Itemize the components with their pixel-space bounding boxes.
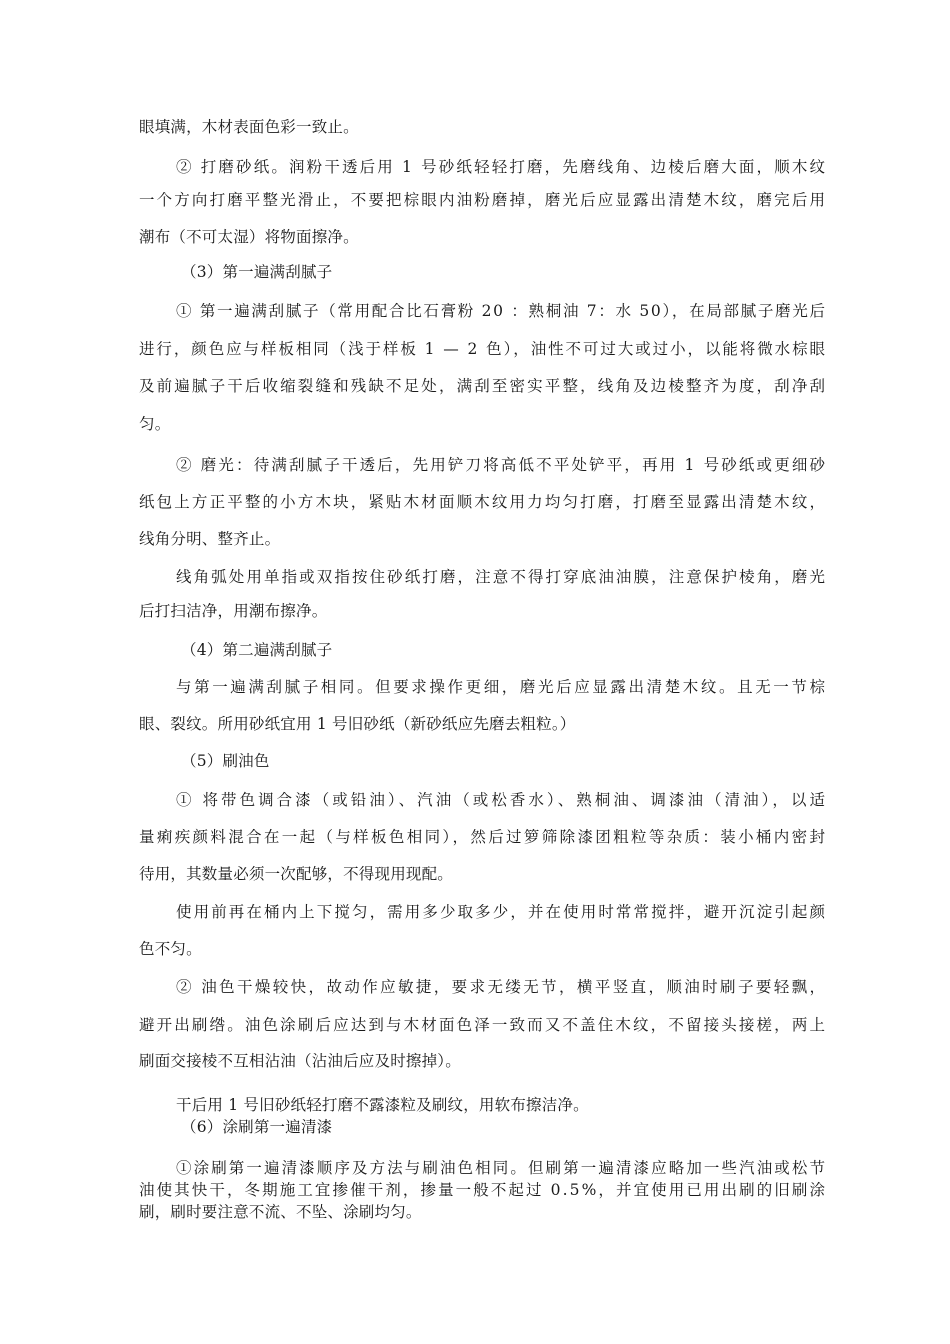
text-line: ② 磨光：待满刮腻子干透后，先用铲刀将高低不平处铲平，再用 1 号砂纸或更细砂 xyxy=(176,456,828,474)
text-line: 色不匀。 xyxy=(139,940,202,958)
text-line: 刷，刷时要注意不流、不坠、涂刷均匀。 xyxy=(139,1203,422,1221)
text-line: 线角分明、整齐止。 xyxy=(139,530,281,548)
text-line: 后打扫洁净，用潮布擦净。 xyxy=(139,602,328,620)
text-line: 眼填满，木材表面色彩一致止。 xyxy=(139,118,359,136)
text-line: 匀。 xyxy=(139,415,171,433)
section-heading: （6）涂刷第一遍清漆 xyxy=(181,1118,333,1136)
text-line: 纸包上方正平整的小方木块，紧贴木材面顺木纹用力均匀打磨，打磨至显露出清楚木纹， xyxy=(139,493,828,511)
text-line: 刷面交接棱不互相沾油（沾油后应及时擦掉）。 xyxy=(139,1052,461,1070)
text-line: 潮布（不可太湿）将物面擦净。 xyxy=(139,228,359,246)
text-line: ① 第一遍满刮腻子（常用配合比石膏粉 20 ：熟桐油 7：水 50），在局部腻子磨光后 xyxy=(176,302,827,320)
section-heading: （3）第一遍满刮腻子 xyxy=(181,263,333,281)
text-line: ② 打磨砂纸。润粉干透后用 1 号砂纸轻轻打磨，先磨线角、边棱后磨大面，顺木纹 xyxy=(176,158,828,176)
text-line: ①涂刷第一遍清漆顺序及方法与刷油色相同。但刷第一遍清漆应略加一些汽油或松节 xyxy=(176,1159,828,1177)
text-line: 量痢疾颜料混合在一起（与样板色相同），然后过箩筛除漆团粗粒等杂质：装小桶内密封 xyxy=(139,828,828,846)
text-line: 线角弧处用单指或双指按住砂纸打磨，注意不得打穿底油油膜，注意保护棱角，磨光 xyxy=(176,568,828,586)
text-line: ② 油色干燥较快，故动作应敏捷，要求无缕无节，横平竖直，顺油时刷子要轻飘， xyxy=(176,978,828,996)
text-line: 使用前再在桶内上下搅匀，需用多少取多少，并在使用时常常搅拌，避开沉淀引起颜 xyxy=(176,903,828,921)
text-line: 避开出刷绺。油色涂刷后应达到与木材面色泽一致而又不盖住木纹，不留接头接槎，两上 xyxy=(139,1016,828,1034)
text-line: 眼、裂纹。所用砂纸宜用 1 号旧砂纸（新砂纸应先磨去粗粒。） xyxy=(139,715,576,733)
text-line: ① 将带色调合漆（或铅油）、汽油（或松香水）、熟桐油、调漆油（清油），以适 xyxy=(176,791,829,809)
text-line: 进行，颜色应与样板相同（浅于样板 1 — 2 色），油性不可过大或过小，以能将微水棕眼 xyxy=(139,340,827,358)
section-heading: （5）刷油色 xyxy=(181,752,270,770)
text-line: 干后用 1 号旧砂纸轻打磨不露漆粒及刷纹，用软布擦洁净。 xyxy=(176,1096,589,1114)
section-heading: （4）第二遍满刮腻子 xyxy=(181,641,333,659)
text-line: 一个方向打磨平整光滑止，不要把棕眼内油粉磨掉，磨光后应显露出清楚木纹，磨完后用 xyxy=(139,191,828,209)
text-line: 及前遍腻子干后收缩裂缝和残缺不足处，满刮至密实平整，线角及边棱整齐为度，刮净刮 xyxy=(139,377,828,395)
text-line: 油使其快干，冬期施工宜掺催干剂，掺量一般不起过 0.5%，并宜使用已用出刷的旧刷涂 xyxy=(139,1181,828,1199)
text-line: 与第一遍满刮腻子相同。但要求操作更细，磨光后应显露出清楚木纹。且无一节棕 xyxy=(176,678,828,696)
text-line: 待用，其数量必须一次配够，不得现用现配。 xyxy=(139,865,454,883)
